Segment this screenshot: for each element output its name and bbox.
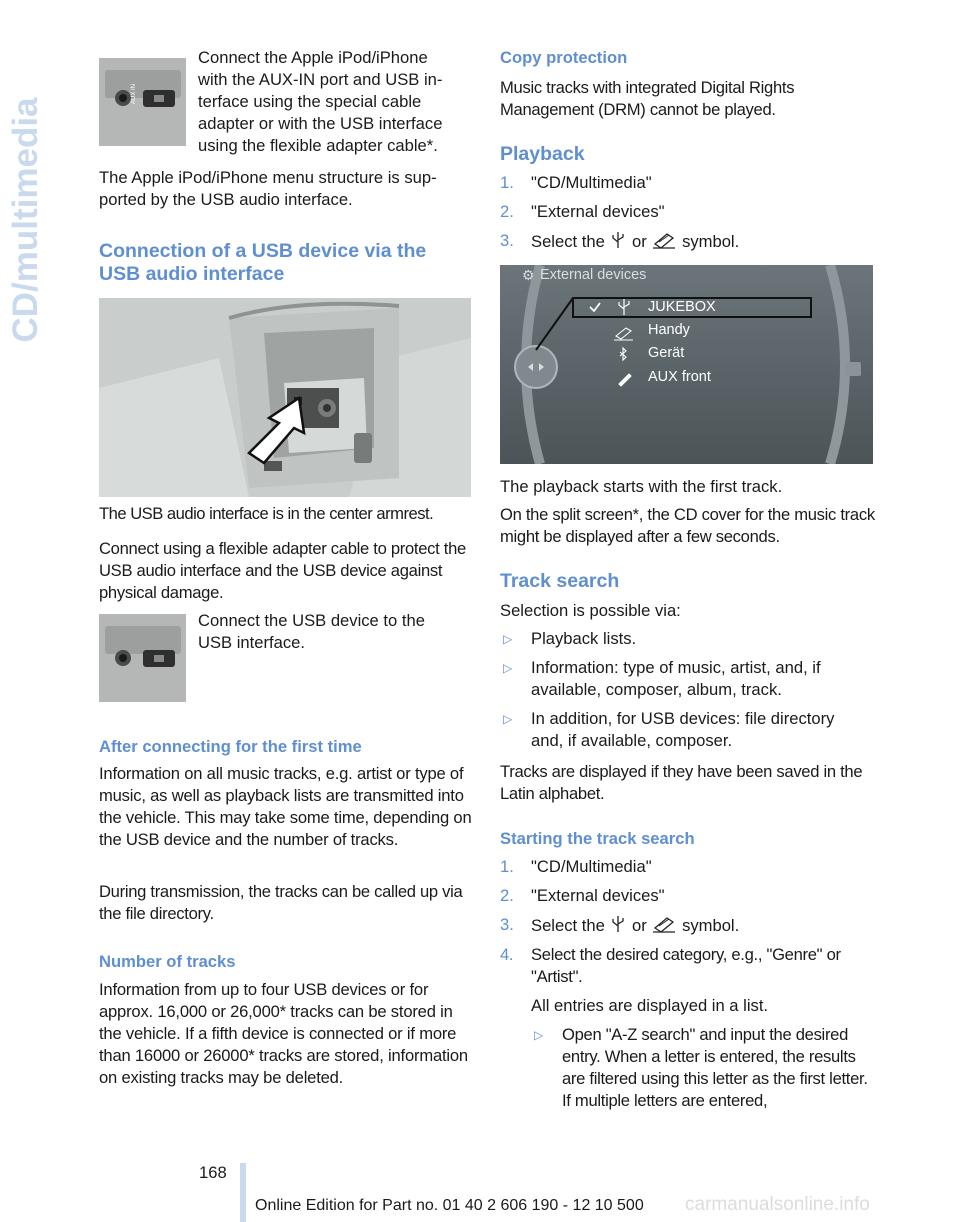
aux-usb-port-image [99, 58, 186, 146]
mobile-phone-symbol-icon [651, 230, 677, 250]
playback-step-3: 3. Select the or symbol. [500, 231, 740, 251]
selection-bullets [500, 628, 865, 759]
footer-accent-bar [240, 1163, 246, 1222]
playback-start-paragraph: The playback starts with the first track. [500, 477, 783, 496]
svg-text:AUX IN: AUX IN [131, 83, 137, 104]
number-of-tracks-subheading: Number of tracks [99, 952, 236, 971]
start-step-2: 2. "External devices" [500, 886, 665, 905]
usb-symbol-icon [609, 914, 627, 934]
number-of-tracks-paragraph: Information from up to four USB devices or for approx. 16,000 or 26,000* tracks can be stored in the vehicle. If a fifth device is connected or if more than 16000 or 26000* tracks are stored, information on existing tracks may be deleted. [99, 980, 468, 1087]
ipod-menu-paragraph: The Apple iPod/iPhone menu structure is sup- ported by the USB audio interface. [99, 168, 437, 209]
page-number: 168 [199, 1163, 227, 1182]
start-step-1: 1. "CD/Multimedia" [500, 857, 652, 876]
latin-alphabet-paragraph: Tracks are displayed if they have been saved in the Latin alphabet. [500, 762, 863, 803]
armrest-location-paragraph: The USB audio interface is in the center armrest. [99, 504, 434, 523]
online-edition-text: Online Edition for Part no. 01 40 2 606 190 - 12 10 500 [255, 1197, 644, 1214]
playback-step-2: 2. "External devices" [500, 202, 665, 221]
starting-track-search-subheading: Starting the track search [500, 829, 695, 848]
usb-port-image [99, 614, 186, 702]
aux-usb-port-icon [99, 58, 186, 146]
connect-usb-paragraph: Connect the USB device to the USB interface. [198, 611, 425, 652]
az-search-bullet: ▷ Open "A-Z search" and input the desired entry. When a letter is entered, the results are filtered using this letter as the first letter. If multiple letters are entered, [534, 1025, 868, 1110]
usb-port-icon [99, 614, 186, 702]
screen-item-geraet[interactable]: Gerät [648, 345, 685, 361]
bullet-item: ▷ Information: type of music, artist, and, if available, composer, album, track. [503, 658, 821, 699]
usb-symbol-icon [609, 230, 627, 250]
center-armrest-image [99, 298, 471, 497]
bullet-item: ▷ Playback lists. [503, 629, 637, 648]
screen-item-handy[interactable]: Handy [648, 322, 690, 338]
usb-connection-heading: Connection of a USB device via the USB audio interface [99, 240, 427, 285]
playback-step-1: 1. "CD/Multimedia" [500, 173, 652, 192]
screen-item-jukebox[interactable]: JUKEBOX [648, 299, 716, 315]
entries-list-paragraph: All entries are displayed in a list. [531, 996, 769, 1015]
track-transmission-paragraph: Information on all music tracks, e.g. artist or type of music, as well as playback lists are transmitted into the vehicle. This may take some time, depending on the USB device and the number of tracks. [99, 764, 472, 849]
ipod-connect-paragraph: Connect the Apple iPod/iPhone with the AUX-IN port and USB in- terface using the special cable adapter or with the USB interface using the flexible adapter cable*. [198, 48, 443, 155]
gear-menu-icon: ⚙ [522, 267, 535, 283]
copy-protection-paragraph: Music tracks with integrated Digital Rights Management (DRM) cannot be played. [500, 78, 795, 119]
adapter-cable-paragraph: Connect using a flexible adapter cable to protect the USB audio interface and the USB device against physical damage. [99, 539, 466, 602]
start-steps [500, 856, 876, 1119]
external-devices-screen [500, 265, 873, 464]
split-screen-paragraph: On the split screen*, the CD cover for the music track might be displayed after a few seconds. [500, 505, 875, 546]
start-step-4: 4. Select the desired category, e.g., "Genre" or "Artist". [500, 945, 841, 986]
file-directory-paragraph: During transmission, the tracks can be called up via the file directory. [99, 882, 463, 923]
section-side-title: CD/multimedia [6, 97, 45, 343]
copy-protection-subheading: Copy protection [500, 48, 628, 67]
track-search-heading: Track search [500, 570, 620, 592]
after-connecting-subheading: After connecting for the first time [99, 737, 362, 756]
screen-title: External devices [540, 267, 647, 283]
playback-heading: Playback [500, 143, 585, 165]
start-step-3: 3. Select the or symbol. [500, 915, 740, 935]
bullet-item: ▷ In addition, for USB devices: file directory and, if available, composer. [503, 709, 835, 750]
selection-paragraph: Selection is possible via: [500, 601, 681, 620]
playback-steps [500, 172, 876, 260]
mobile-phone-symbol-icon [651, 914, 677, 934]
screen-item-aux-front[interactable]: AUX front [648, 369, 711, 385]
watermark-text: carmanualsonline.info [685, 1194, 870, 1215]
